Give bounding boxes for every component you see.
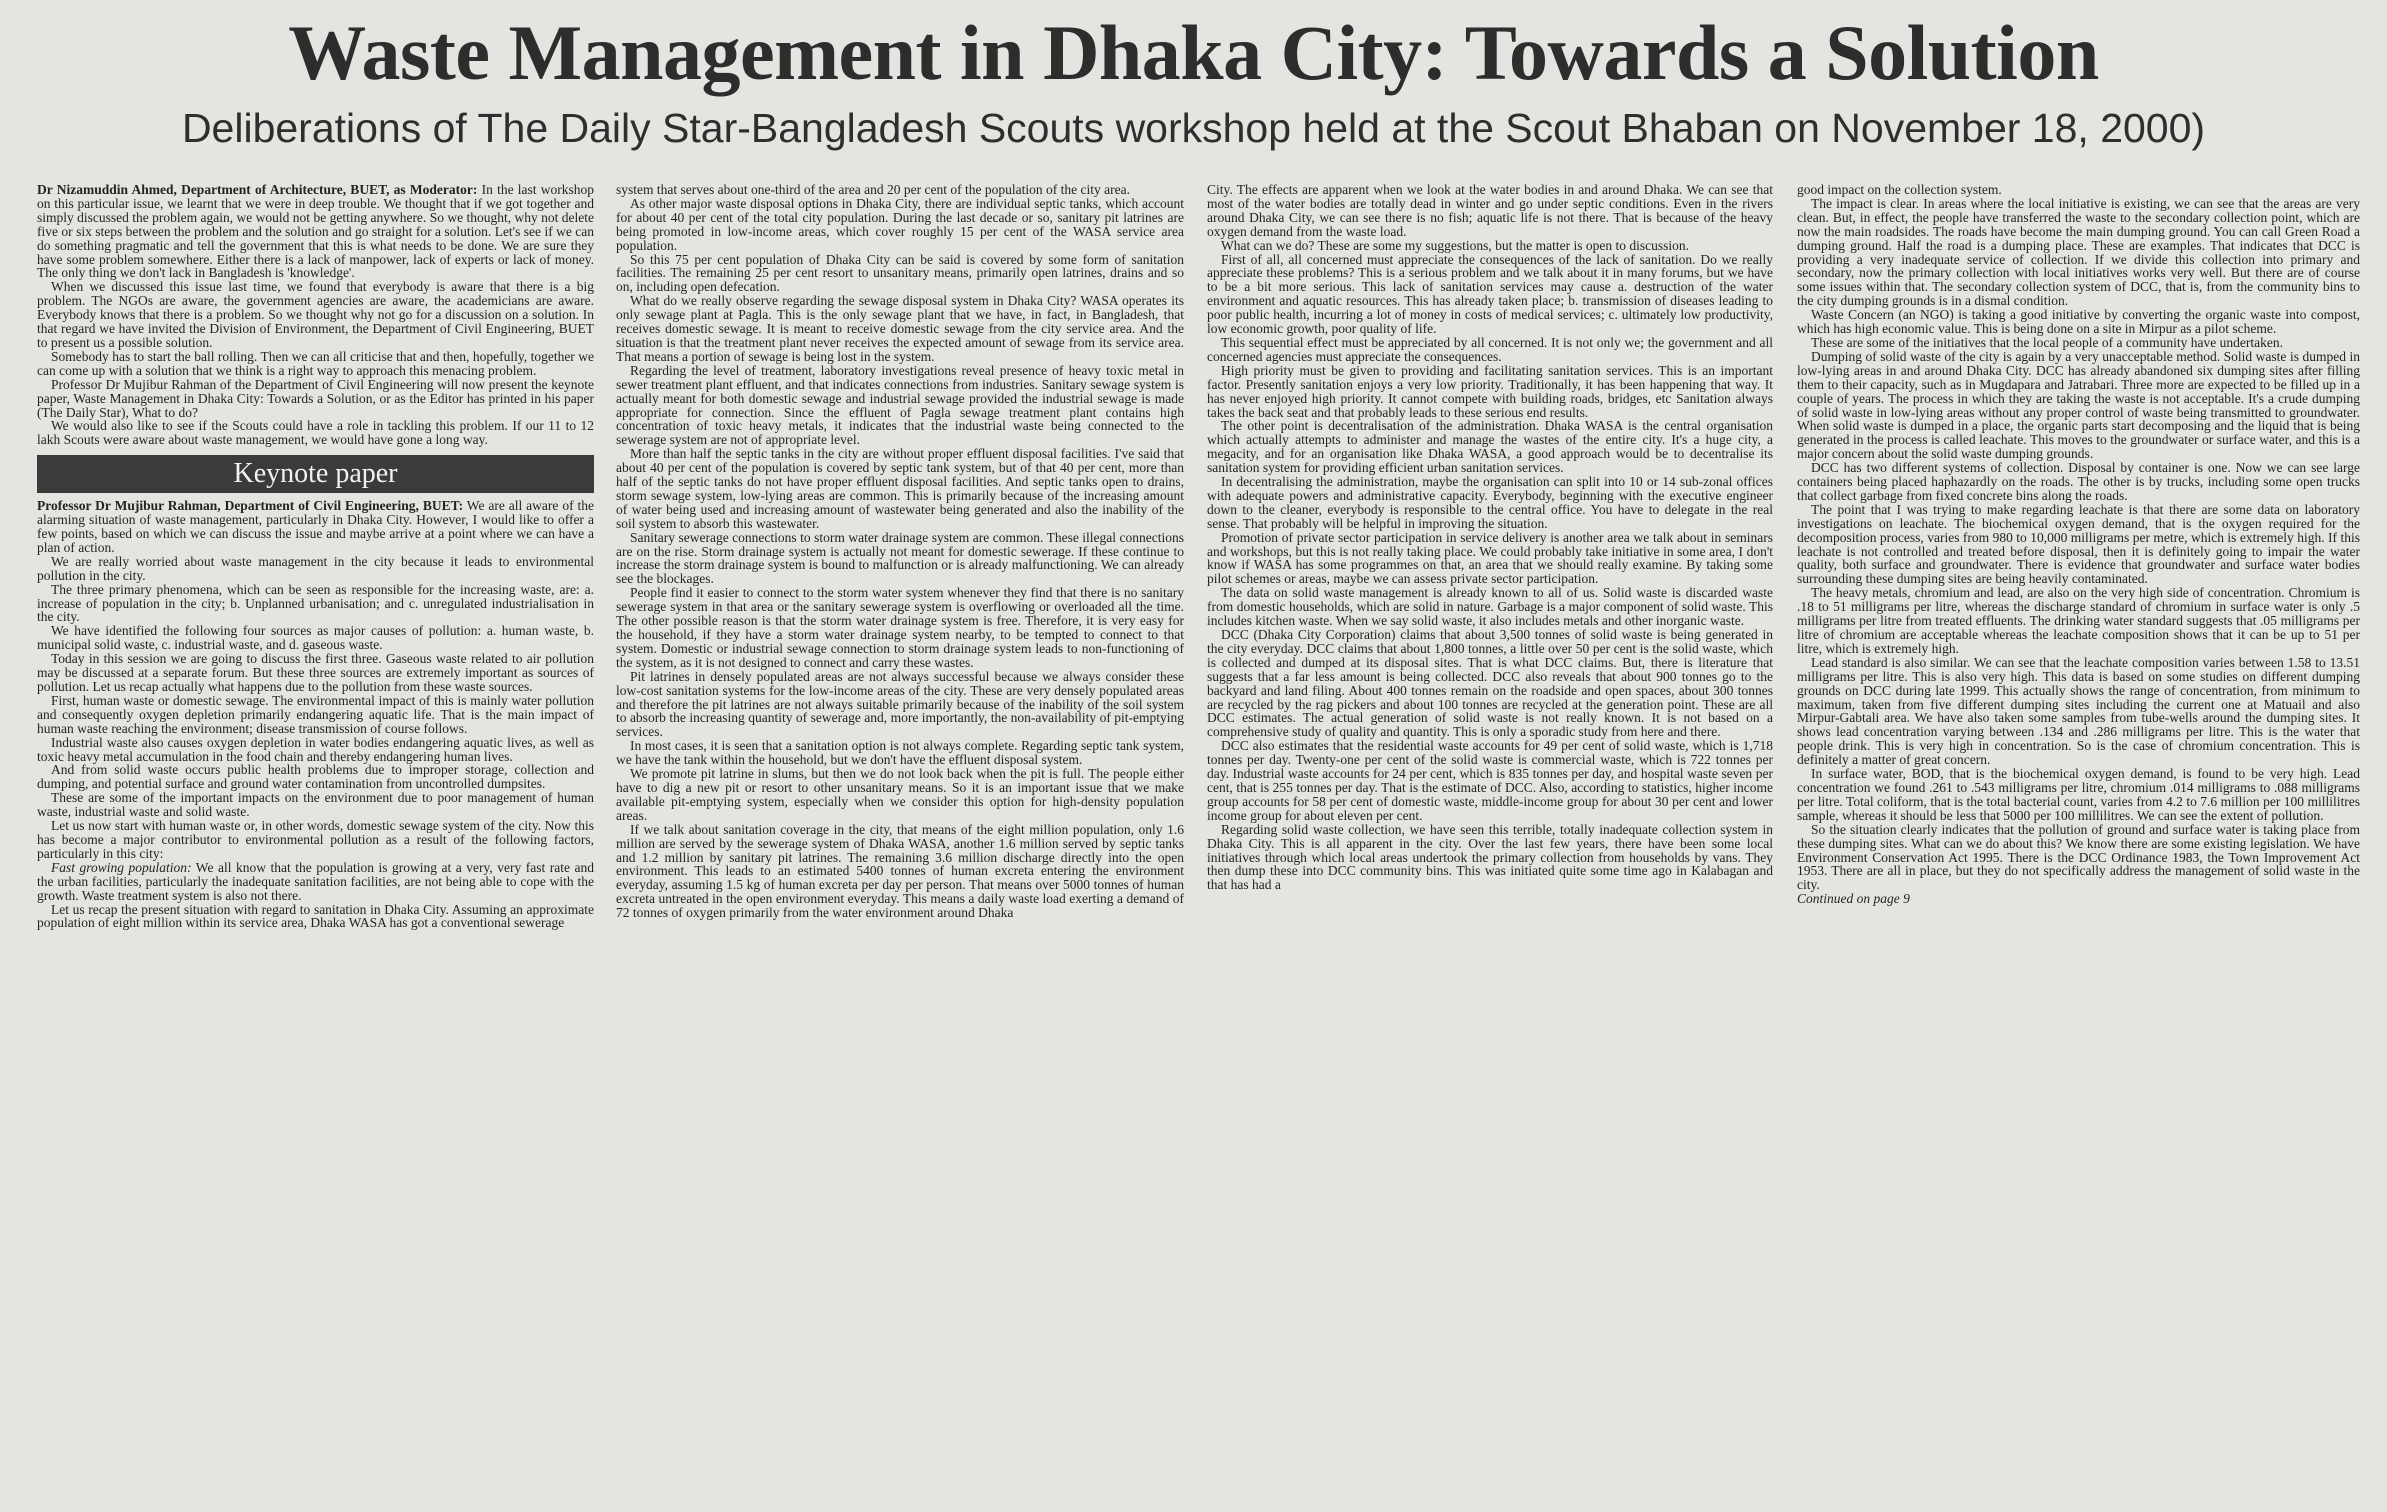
- paragraph: When we discussed this issue last time, we found that everybody is aware that there is a big problem. The NGOs are aware, the government agencies are aware, the academicians are aware. Everybody knows that there is a problem. So we thought why not go for a discussion on a solution. In that regard we have invited the Division of Environment, the Department of Civil Engineering, BUET to present us a possible solution.: [37, 279, 594, 350]
- paragraph: We have identified the following four sources as major causes of pollution: a. human waste, b. municipal solid waste, c. industrial waste, and d. gaseous waste.: [37, 623, 594, 653]
- paragraph: Somebody has to start the ball rolling. Then we can all criticise that and then, hopefully, together we can come up with a solution that we think is a right way to approach this menacing problem.: [37, 348, 594, 378]
- paragraph: City. The effects are apparent when we look at the water bodies in and around Dhaka. We can see that most of the water bodies are totally dead in winter and go under septic conditions. Even in the rivers around Dhaka City, we can see there is no fish; aquatic life is not there. That is because of the heavy oxygen demand from the waste load.: [1207, 183, 1773, 239]
- article-column-1: [37, 183, 594, 1508]
- paragraph: These are some of the initiatives that the local people of a community have undertaken.: [1811, 334, 2283, 350]
- paragraph: More than half the septic tanks in the city are without proper effluent disposal facilities. I've said that about 40 per cent of the population is covered by septic tank system, but of that 40 per cent, more than half of the septic tanks do not have proper effluent disposal facilities. And septic tanks open to drains, storm sewage system, low-lying areas are common. This is primarily because of the increasing amount of water being used and increasing amount of wastewater being generated and also the inability of the soil system to absorb this wastewater.: [616, 446, 1184, 531]
- paragraph: system that serves about one-third of the area and 20 per cent of the population of the city area.: [616, 183, 1130, 197]
- keynote-paper-banner: Keynote paper: [37, 455, 594, 493]
- paragraph: Dr Nizamuddin Ahmed, Department of Architecture, BUET, as Moderator: In the last workshop on this particular issue, we learnt that we were in deep trouble. We thought that if we got together and simply discussed the problem again, we would not be getting anywhere. So we thought, why not delete five or six steps between the problem and the solution and go straight for a solution. Let's see if we can do something pragmatic and tell the government that this is what needs to be done. We are sure they have some problem somewhere. Either there is a lack of manpower, lack of experts or lack of money. The only thing we don't lack in Bangladesh is 'knowledge'.: [37, 183, 594, 281]
- paragraph: Professor Dr Mujibur Rahman, Department of Civil Engineering, BUET: We are all aware of the alarming situation of waste management, particularly in Dhaka City. However, I would like to offer a few points, based on which we can discuss the issue and maybe arrive at a point where we can have a plan of action.: [37, 498, 594, 555]
- paragraph: The other point is decentralisation of the administration. Dhaka WASA is the central organisation which actually attempts to administer and manage the wastes of the entire city. It's a huge city, a megacity, and for an organisation like Dhaka WASA, a good approach would be to decentralise its sanitation system for providing efficient urban sanitation services.: [1207, 418, 1773, 476]
- paragraph: The data on solid waste management is already known to all of us. Solid waste is discarded waste from domestic households, which are solid in nature. Garbage is a major component of solid waste. This includes kitchen waste. When we say solid waste, it also includes metals and other inorganic waste.: [1207, 585, 1773, 629]
- paragraph: The heavy metals, chromium and lead, are also on the very high side of concentration. Chromium is .18 to 51 milligrams per litre, whereas the discharge standard of chromium in surface water is only .5 milligrams per litre from treated effluents. The drinking water standard suggests that .05 milligrams per litre of chromium are acceptable whereas the leachate composition shows that it can be up to 51 per litre, which is extremely high.: [1797, 585, 2360, 656]
- paragraph: DCC also estimates that the residential waste accounts for 49 per cent of solid waste, which is 1,718 tonnes per day. Twenty-one per cent of the solid waste is commercial waste, which is 722 tonnes per day. Industrial waste accounts for 24 per cent, which is 835 tonnes per day, and hospital waste seven per cent, that is 255 tonnes per day. That is the estimate of DCC. Also, according to statistics, higher income group accounts for 58 per cent of domestic waste, middle-income group for about 30 per cent and lower income group for about eleven per cent.: [1207, 738, 1773, 823]
- continued-on-page-link[interactable]: Continued on page 9: [1797, 891, 1910, 907]
- paragraph: We are really worried about waste management in the city because it leads to environmental pollution in the city.: [37, 553, 594, 583]
- paragraph: The impact is clear. In areas where the local initiative is existing, we can see that the areas are very clean. But, in effect, the people have transferred the waste to the secondary collection point, which are now the main roadsides. The roads have become the main dumping ground. You can call Green Road a dumping ground. Half the road is a dumping place. These are examples. That indicates that DCC is providing a very inadequate service of collection. If we divide this collection into primary and secondary, now the primary collection with local initiatives works very well. But there are of course some issues within that. The secondary collection system of DCC, that is, from the community bins to the city dumping grounds is in a dismal condition.: [1797, 195, 2360, 309]
- paragraph: DCC has two different systems of collection. Disposal by container is one. Now we can see large containers being placed haphazardly on the roads. The other is by trucks, including some open trucks that collect garbage from fixed concrete bins along the roads.: [1797, 460, 2360, 503]
- speaker-name: Professor Dr Mujibur Rahman, Department of Civil Engineering, BUET:: [37, 498, 464, 514]
- paragraph: Waste Concern (an NGO) is taking a good initiative by converting the organic waste into compost, which has high economic value. This is being done on a site in Mirpur as a pilot scheme.: [1797, 307, 2360, 337]
- paragraph: Let us recap the present situation with regard to sanitation in Dhaka City. Assuming an approximate population of eight million within its service area, Dhaka WASA has got a conventional sewerage: [37, 901, 594, 931]
- paragraph: So the situation clearly indicates that the pollution of ground and surface water is taking place from these dumping sites. What can we do about this? We know there are some existing legislation. We have Environment Conservation Act 1995. There is the DCC Ordinance 1983, the Town Improvement Act 1953. There are all in place, but they do not specifically address the management of solid waste in the city.: [1797, 821, 2360, 893]
- paragraph: The three primary phenomena, which can be seen as responsible for the increasing waste, are: a. increase of population in the city; b. Unplanned urbanisation; and c. unregulated industrialisation in the city.: [37, 581, 594, 625]
- headline: Waste Management in Dhaka City: Towards a Solution: [288, 9, 2099, 96]
- paragraph: What can we do? These are some my suggestions, but the matter is open to discussion.: [1221, 237, 1690, 253]
- paragraph: And from solid waste occurs public health problems due to improper storage, collection and dumping, and potential surface and ground water contamination from uncontrolled dumpsites.: [37, 762, 594, 792]
- paragraph: Let us now start with human waste or, in other words, domestic sewage system of the city. Now this has become a major contributor to environmental pollution as a result of the following factors, particularly in this city:: [37, 818, 594, 861]
- paragraph: In most cases, it is seen that a sanitation option is not always complete. Regarding septic tank system, we have the tank within the household, but we don't have the effluent disposal system.: [616, 738, 1184, 768]
- paragraph: As other major waste disposal options in Dhaka City, there are individual septic tanks, which account for about 40 per cent of the total city population. During the last decade or so, sanitary pit latrines are being promoted in low-income areas, which cover roughly 15 per cent of the WASA service area population.: [616, 195, 1184, 253]
- paragraph: People find it easier to connect to the storm water system whenever they find that there is no sanitary sewerage system in that area or the sanitary sewerage system is overflowing or overloaded all the time. The other possible reason is that the storm water drainage system is free. Therefore, it is very easy for the household, if they have a storm water drainage system nearby, to be tempted to connect to that system. Domestic or industrial sewage connection to storm drainage system leads to non-functioning of the system, as it is not designed to connect and carry these wastes.: [616, 585, 1184, 670]
- paragraph: This sequential effect must be appreciated by all concerned. It is not only we; the government and all concerned agencies must appreciate the consequences.: [1207, 334, 1773, 364]
- speaker-name: Dr Nizamuddin Ahmed, Department of Architecture, BUET, as Moderator:: [37, 183, 478, 197]
- paragraph: What do we really observe regarding the sewage disposal system in Dhaka City? WASA operates its only sewage plant at Pagla. This is the only sewage plant that we have, in fact, in Bangladesh, that receives domestic sewage. It is meant to receive domestic sewage from the city service area. And the situation is that the treatment plant never receives the expected amount of sewage from its service area. That means a portion of sewage is being lost in the system.: [616, 293, 1184, 364]
- paragraph: Lead standard is also similar. We can see that the leachate composition varies between 1.58 to 13.51 milligrams per litre. This is also very high. This data is based on some studies on different dumping grounds on DCC during late 1999. This actually shows the range of concentration, from minimum to maximum, taken from five different dumping sites including the current one at Matuail and also Mirpur-Gabtali area. We have also taken some samples from tube-wells around the dumping sites. It shows lead concentration varying between .134 and .286 milligrams per litre. This is the water that people drink. This is very high in concentration. So is the case of chromium concentration. This is definitely a matter of great concern.: [1797, 654, 2360, 768]
- paragraph: High priority must be given to providing and facilitating sanitation services. This is an important factor. Presently sanitation enjoys a very low priority. Traditionally, it has been happening that way. It has never enjoyed high priority. It cannot compete with building roads, bridges, etc Sanitation always takes the back seat and that probably leads to these serious end results.: [1207, 362, 1773, 420]
- paragraph: good impact on the collection system.: [1797, 183, 2002, 197]
- article-column-2: [616, 183, 1184, 1508]
- paragraph: We promote pit latrine in slums, but then we do not look back when the pit is full. The people either have to dig a new pit or resort to other unsanitary means. So it is an important issue that we make available pit-emptying system, especially when we consider this option for high-density population areas.: [616, 766, 1184, 823]
- subheadline: Deliberations of The Daily Star-Bangladesh Scouts workshop held at the Scout Bhaban on November 18, 2000): [181, 105, 2206, 151]
- paragraph: Promotion of private sector participation in service delivery is another area we talk about in seminars and workshops, but this is not really taking place. We could probably take initiative in some area, I don't know if WASA has some programmes on that, an area that we should really examine. By taking some pilot schemes or areas, maybe we can assess private sector participation.: [1207, 529, 1773, 587]
- paragraph: First of all, all concerned must appreciate the consequences of the lack of sanitation. Do we really appreciate these problems? This is a serious problem and we talk about it in many forums, but we have to be a bit more serious. This lack of sanitation services may cause a. destruction of the water environment and aquatic resources. This has already taken place; b. transmission of diseases leading to poor public health, incurring a lot of money in costs of medical services; c. ultimately low productivity, low economic growth, poor quality of life.: [1207, 251, 1773, 337]
- paragraph: Today in this session we are going to discuss the first three. Gaseous waste related to air pollution may be discussed at a separate forum. But these three sources are extremely important as sources of pollution. Let us recap actually what happens due to the pollution from these waste sources.: [37, 651, 594, 694]
- paragraph: In decentralising the administration, maybe the organisation can split into 10 or 14 sub-zonal offices with adequate powers and administrative capacity. Everybody, beginning with the executive engineer down to the cleaner, everybody is responsible to the central office. You have to delegate in the real sense. That probably will be helpful in improving the situation.: [1207, 474, 1773, 531]
- paragraph: DCC (Dhaka City Corporation) claims that about 3,500 tonnes of solid waste is being generated in the city everyday. DCC claims that about 1,800 tonnes, a little over 50 per cent is the solid waste, which is collected and dumped at its disposal sites. That is what DCC claims. But, there is literature that suggests that a far less amount is being collected. DCC also reveals that about 900 tonnes go to the backyard and land filing. About 400 tonnes remain on the roadside and open spaces, about 300 tonnes are recycled by the rag pickers and about 100 tonnes are recycled at the generation point. These are all DCC estimates. The actual generation of solid waste is not really known. It is not based on a comprehensive study of quality and quantity. This is only a sporadic study from here and there.: [1207, 627, 1773, 740]
- paragraph: The point that I was trying to make regarding leachate is that there are some data on laboratory investigations on leachate. The biochemical oxygen demand, that is the oxygen required for the decomposition process, varies from 980 to 10,000 milligrams per metre, which is extremely high. If this leachate is not controlled and treated before disposal, then it is definitely going to impair the water quality, both surface and groundwater. There is evidence that groundwater and surface water bodies surrounding these dumping sites are being heavily contaminated.: [1797, 501, 2360, 587]
- article-column-3: [1207, 183, 1773, 1508]
- paragraph: So this 75 per cent population of Dhaka City can be said is covered by some form of sanitation facilities. The remaining 25 per cent resort to unsanitary means, primarily open latrines, drains and so on, including open defecation.: [616, 251, 1184, 295]
- paragraph: In surface water, BOD, that is the biochemical oxygen demand, is found to be very high. Lead concentration we found .261 to .543 milligrams per litre, chromium .014 milligrams to .088 milligrams per litre. Total coliform, that is the total bacterial count, varies from 4.2 to 7.6 million per 100 millilitres sample, whereas it should be less that 5000 per 100 millilitres. We can see the extent of pollution.: [1797, 766, 2360, 823]
- paragraph: We would also like to see if the Scouts could have a role in tackling this problem. If our 11 to 12 lakh Scouts were aware about waste management, we would have gone a long way.: [37, 418, 594, 448]
- paragraph: First, human waste or domestic sewage. The environmental impact of this is mainly water pollution and consequently oxygen depletion primarily endangering aquatic life. That is the main impact of human waste reaching the environment; disease transmission of course follows.: [37, 692, 594, 736]
- paragraph: These are some of the important impacts on the environment due to poor management of human waste, industrial waste and solid waste.: [37, 790, 594, 820]
- paragraph: Pit latrines in densely populated areas are not always successful because we always consider these low-cost sanitation systems for the low-income areas of the city. These are very densely populated areas and therefore the pit latrines are not always suitable primarily because of the inability of the soil system to absorb the increasing quantity of sewerage and, more importantly, the non-availability of pit-emptying services.: [616, 668, 1184, 740]
- paragraph: If we talk about sanitation coverage in the city, that means of the eight million population, only 1.6 million are served by the sewerage system of Dhaka WASA, another 1.6 million served by septic tanks and 1.2 million by sanitary pit latrines. The remaining 3.6 million discharge directly into the open environment. This leads to an estimated 5400 tonnes of human excreta entering the environment everyday, assuming 1.5 kg of human excreta per day per person. That means over 5000 tonnes of human excreta untreated in the open environment everyday. This means a daily waste load exerting a demand of 72 tonnes of oxygen primarily from the water environment around Dhaka: [616, 821, 1184, 921]
- article-column-4: [1797, 183, 2360, 1508]
- paragraph: Regarding solid waste collection, we have seen this terrible, totally inadequate collection system in Dhaka City. This is all apparent in the city. Over the last few years, there have been some local initiatives through which local areas undertook the primary collection from households by vans. They then dump these into DCC community bins. This was initiated quite some time ago in Kalabagan and that has had a: [1207, 821, 1773, 893]
- paragraph: Industrial waste also causes oxygen depletion in water bodies endangering aquatic lives, as well as toxic heavy metal accumulation in the food chain and thereby endangering human lives.: [37, 734, 594, 764]
- paragraph: Fast growing population: We all know that the population is growing at a very, very fast rate and the urban facilities, particularly the inadequate sanitation facilities, are not being able to cope with the growth. Waste treatment system is also not there.: [37, 859, 594, 903]
- paragraph: Regarding the level of treatment, laboratory investigations reveal presence of heavy toxic metal in sewer treatment plant effluent, and that indicates connections from industries. Sanitary sewage system is actually meant for both domestic sewage and industrial sewage provided the industrial sewage is made appropriate for connection. Since the effluent of Pagla sewage treatment plant contains high concentration of toxic heavy metals, it indicates that the industrial waste being connected to the sewerage system are not of appropriate level.: [616, 362, 1184, 448]
- paragraph: Sanitary sewerage connections to storm water drainage system are common. These illegal connections are on the rise. Storm drainage system is actually not meant for domestic sewerage. If these continue to increase the storm drainage system is bound to malfunction or is already malfunctioning. We can already see the blockages.: [616, 529, 1184, 587]
- paragraph: Professor Dr Mujibur Rahman of the Department of Civil Engineering will now present the keynote paper, Waste Management in Dhaka City: Towards a Solution, or as the Editor has printed in his paper (The Daily Star), What to do?: [37, 376, 594, 420]
- paragraph: Dumping of solid waste of the city is again by a very unacceptable method. Solid waste is dumped in low-lying areas in and around Dhaka City. DCC has already abandoned six dumping sites after filling them to their capacity, such as in Mugdapara and Jatrabari. Three more are expected to be filled up in a couple of years. The process in which they are taking the waste is not acceptable. It's a crude dumping of solid waste in low-lying areas without any proper control of waste being transmitted to groundwater. When solid waste is dumped in a place, the organic parts start decomposing and the liquid that is being generated in the process is called leachate. This moves to the groundwater or surface water, and this is a major concern about the solid waste dumping grounds.: [1797, 348, 2360, 462]
